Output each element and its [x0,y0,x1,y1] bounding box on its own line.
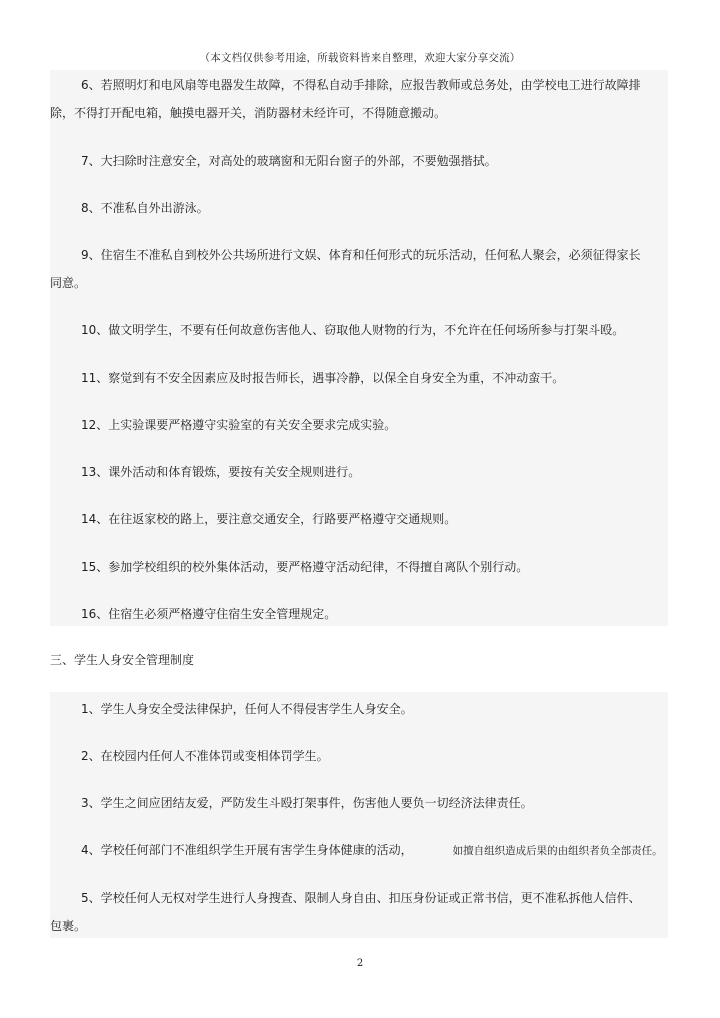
rule-item-11: 11、察觉到有不安全因素应及时报告师长，遇事冷静，以保全自身安全为重，不冲动蛮干。 [81,371,565,385]
rule-item-7: 7、大扫除时注意安全，对高处的玻璃窗和无阳台窗子的外部，不要勉强揩拭。 [81,154,497,168]
rules-block-section2 [50,70,668,626]
rule-item-10: 10、做文明学生，不要有任何故意伤害他人、窃取他人财物的行为，不允许在任何场所参与打架斗殴。 [81,323,625,337]
rules-block-section3 [50,692,668,938]
rule-item-15: 15、参加学校组织的校外集体活动，要严格遵守活动纪律，不得擅自离队个别行动。 [81,560,529,574]
safety-item-5-line1: 5、学校任何人无权对学生进行人身搜查、限制人身自由、扣压身份证或正常书信，更不准私拆他人信件、 [81,891,641,905]
rule-item-8: 8、不准私自外出游泳。 [81,201,209,215]
section-heading: 三、学生人身安全管理制度 [50,653,195,667]
rule-item-9-line1: 9、住宿生不准私自到校外公共场所进行文娱、体育和任何形式的玩乐活动，任何私人聚会，必须征得家长 [81,248,641,262]
rule-item-14: 14、在往返家校的路上，要注意交通安全，行路要严格遵守交通规则。 [81,512,457,526]
safety-item-4-part2: 如擅自组织造成后果的由组织者负全部责任。 [452,845,663,857]
rule-item-6-line2: 除，不得打开配电箱，触摸电器开关，消防器材未经许可，不得随意搬动。 [50,106,447,120]
safety-item-2: 2、在校园内任何人不准体罚或变相体罚学生。 [81,749,329,763]
rule-item-9-line2: 同意。 [50,276,87,290]
safety-item-4 [81,843,663,858]
rule-item-12: 12、上实验课要严格遵守实验室的有关安全要求完成实验。 [81,418,397,432]
safety-item-3: 3、学生之间应团结友爱，严防发生斗殴打架事件，伤害他人要负一切经济法律责任。 [81,796,533,810]
rule-item-13: 13、课外活动和体育锻炼，要按有关安全规则进行。 [81,465,361,479]
rule-item-16: 16、住宿生必须严格遵守住宿生安全管理规定。 [81,607,337,621]
safety-item-4-part1: 4、学校任何部门不准组织学生开展有害学生身体健康的活动， [81,843,413,857]
rule-item-6-line1: 6、若照明灯和电风扇等电器发生故障，不得私自动手排除，应报告教师或总务处，由学校电工进行故障排 [81,78,641,92]
safety-item-5-line2: 包裹。 [50,919,87,933]
page-number: 2 [356,958,364,969]
document-header-note: （本文档仅供参考用途，所载资料皆来自整理，欢迎大家分享交流） [199,52,521,64]
safety-item-1: 1、学生人身安全受法律保护，任何人不得侵害学生人身安全。 [81,702,413,716]
